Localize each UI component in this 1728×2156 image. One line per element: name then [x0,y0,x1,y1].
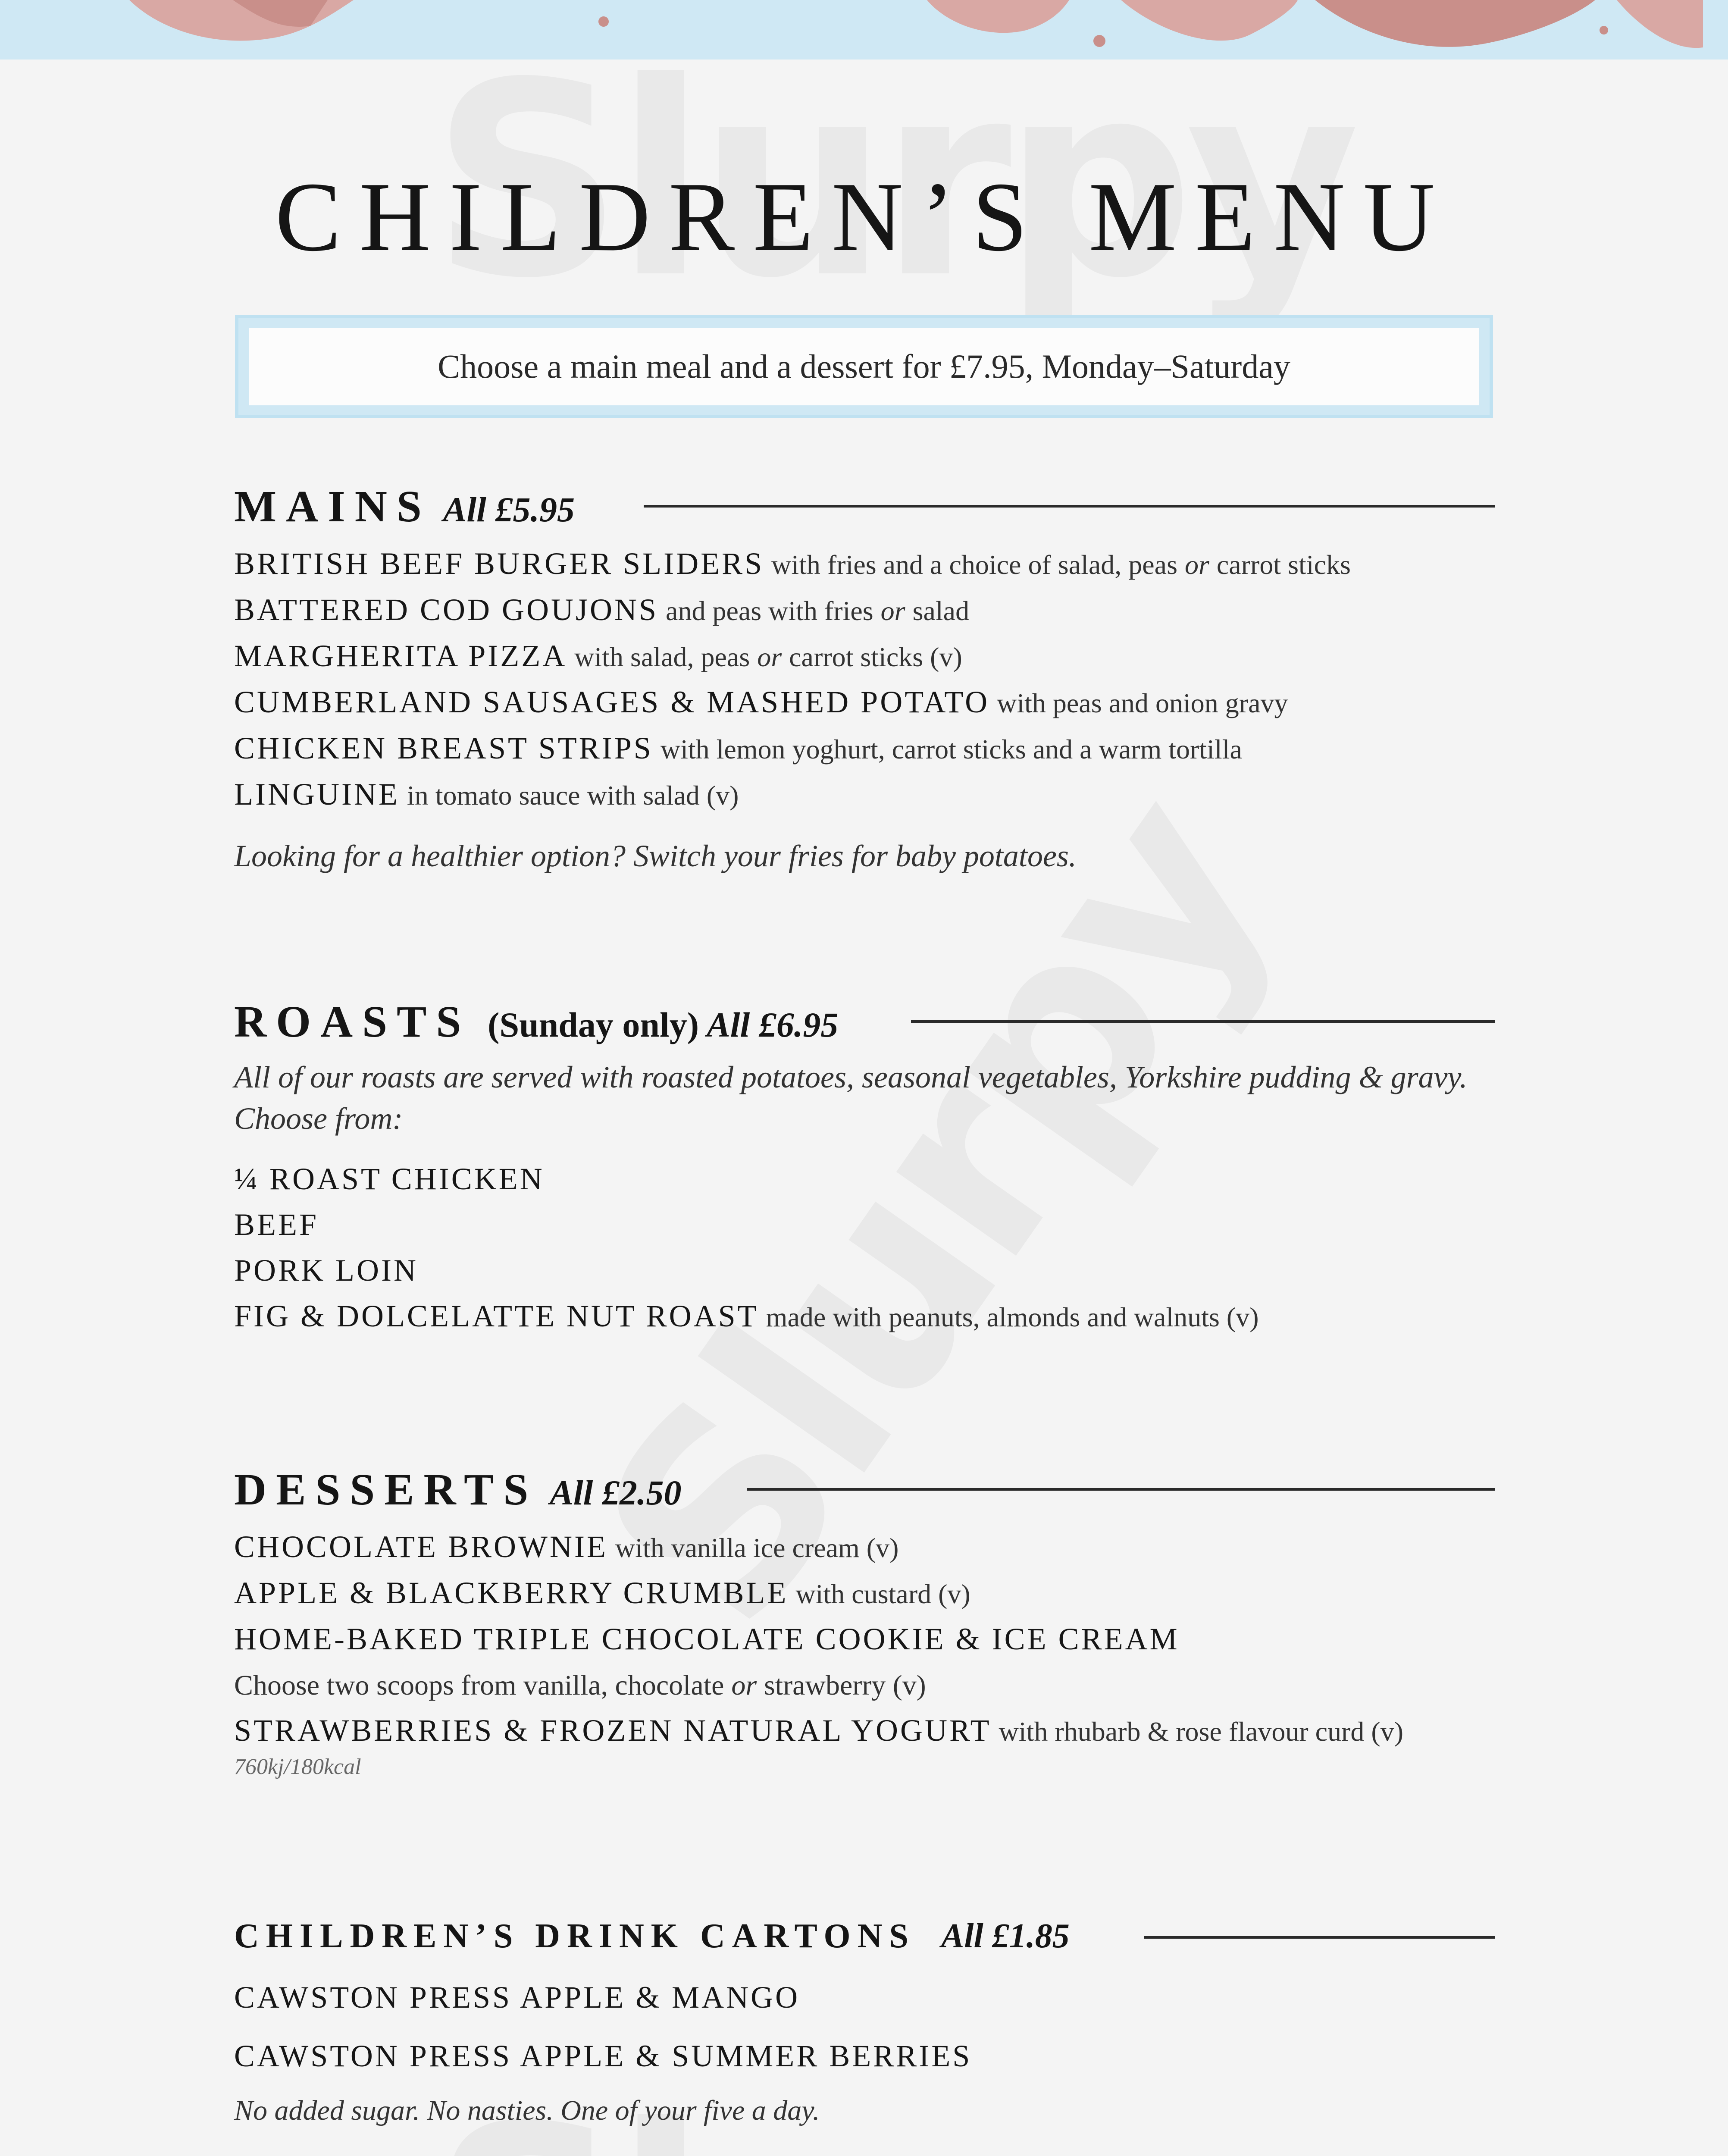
drink-item: CAWSTON PRESS APPLE & SUMMER BERRIES [234,2039,972,2073]
page-title: CHILDREN’S MENU [275,162,1453,272]
desserts-title [234,1464,681,1515]
menu-item: BATTERED COD GOUJONS and peas with fries or salad [234,592,970,627]
menu-item: CHOCOLATE BROWNIE with vanilla ice cream (v) [234,1529,899,1564]
menu-item: CUMBERLAND SAUSAGES & MASHED POTATO with peas and onion gravy [234,685,1288,719]
drinks-price: All £1.85 [941,1917,1070,1955]
menu-item: ¼ ROAST CHICKEN [234,1162,545,1196]
nutrition-info: 760kj/180kcal [234,1755,361,1779]
roasts-rule [911,1020,1495,1023]
mains-rule [644,505,1495,508]
menu-item: LINGUINE in tomato sauce with salad (v) [234,777,739,812]
drinks-header [234,1917,1495,1981]
desserts-price: All £2.50 [550,1473,682,1512]
mains-header [234,481,1495,545]
splash-decoration [0,0,1728,60]
mains-section [234,481,1495,877]
roasts-intro-line1: All of our roasts are served with roasted potatoes, seasonal vegetables, Yorkshire pudding & gravy. [234,1060,1468,1094]
top-decorative-band [0,0,1728,60]
menu-item: CHICKEN BREAST STRIPS with lemon yoghurt, carrot sticks and a warm tortilla [234,731,1242,765]
desserts-header [234,1464,1495,1529]
menu-item: STRAWBERRIES & FROZEN NATURAL YOGURT with rhubarb & rose flavour curd (v) [234,1713,1403,1748]
roasts-intro-line2: Choose from: [234,1101,403,1136]
desserts-title-text: DESSERTS [234,1465,538,1514]
mains-title [234,481,575,532]
desserts-section [234,1464,1495,1780]
roasts-subtitle: (Sunday only) [488,1005,699,1044]
menu-item: APPLE & BLACKBERRY CRUMBLE with custard (v) [234,1576,970,1610]
promo-box [235,315,1493,418]
menu-item: HOME-BAKED TRIPLE CHOCOLATE COOKIE & ICE CREAM [234,1622,1180,1656]
drinks-rule [1144,1936,1495,1939]
mains-title-text: MAINS [234,482,431,531]
drinks-note: No added sugar. No nasties. One of your five a day. [234,2095,820,2126]
menu-item: BEEF [234,1207,319,1242]
drinks-section [234,1917,1495,2131]
mains-price: All £5.95 [443,490,575,529]
roasts-header [234,996,1495,1061]
menu-item-description: Choose two scoops from vanilla, chocolate or strawberry (v) [234,1670,926,1701]
drinks-title-text: CHILDREN’S DRINK CARTONS [234,1917,915,1955]
menu-item: FIG & DOLCELATTE NUT ROAST made with peanuts, almonds and walnuts (v) [234,1299,1259,1333]
drinks-title [234,1917,1070,1956]
roasts-price: All £6.95 [707,1005,839,1044]
drink-item: CAWSTON PRESS APPLE & MANGO [234,1980,800,2015]
roasts-section [234,996,1495,1340]
menu-item: PORK LOIN [234,1253,419,1288]
desserts-rule [747,1488,1495,1491]
menu-item: MARGHERITA PIZZA with salad, peas or carrot sticks (v) [234,639,962,673]
roasts-title [234,996,838,1047]
mains-note: Looking for a healthier option? Switch your fries for baby potatoes. [234,839,1077,873]
roasts-title-text: ROASTS [234,997,471,1047]
promo-text: Choose a main meal and a dessert for £7.95, Monday–Saturday [249,328,1479,405]
menu-item: BRITISH BEEF BURGER SLIDERS with fries and a choice of salad, peas or carrot sticks [234,546,1351,581]
